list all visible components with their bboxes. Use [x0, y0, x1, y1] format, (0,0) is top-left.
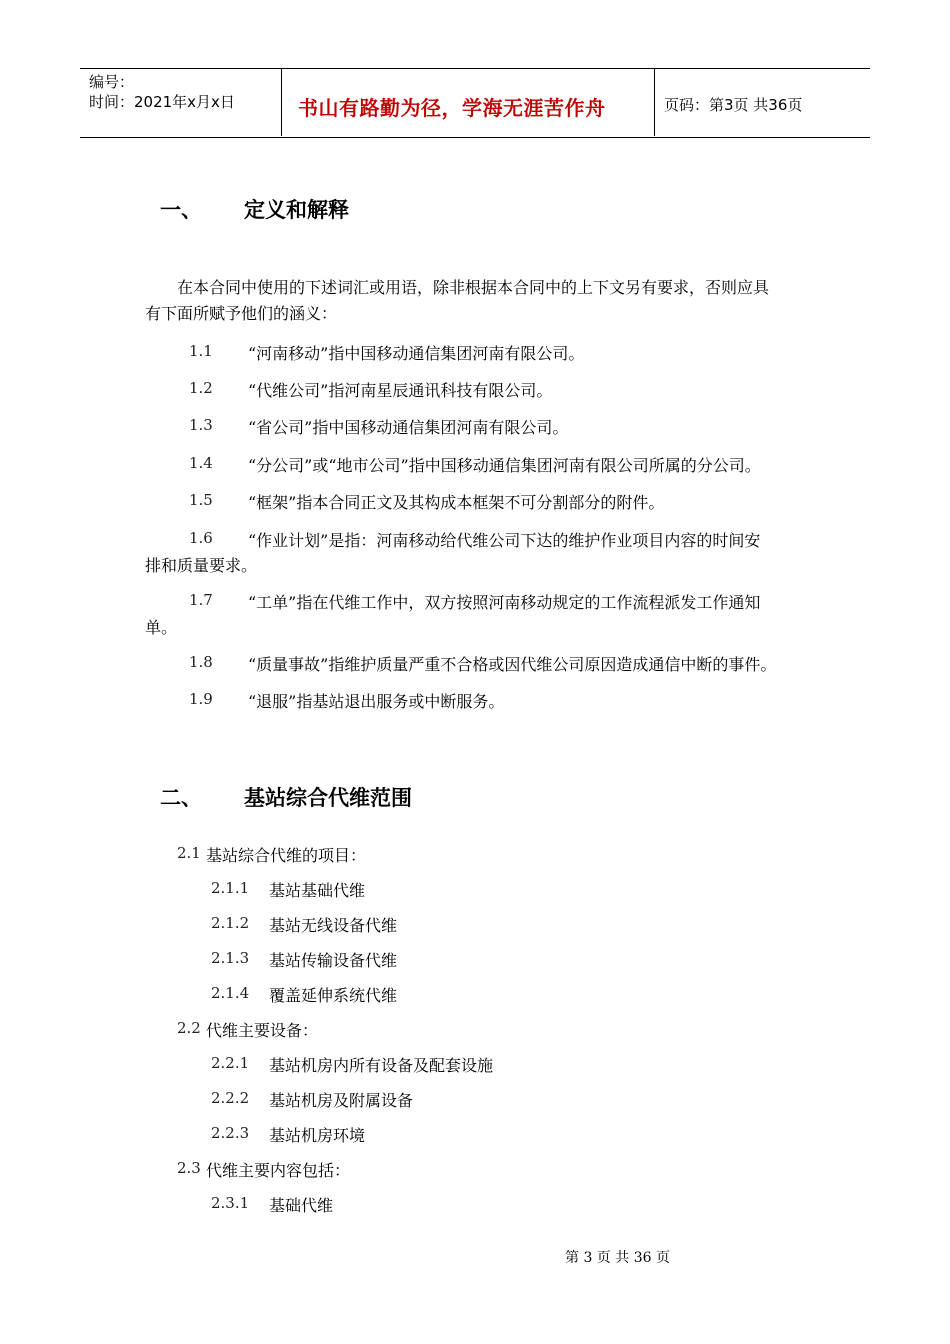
- header-divider: [281, 68, 282, 136]
- definition-text: “代维公司”指河南星辰通讯科技有限公司。: [248, 381, 553, 400]
- scope-number: 2.2.2: [211, 1089, 250, 1107]
- section-1-number: 一、: [160, 198, 202, 222]
- definition-number: 1.1: [189, 342, 213, 360]
- definition-text: “分公司”或“地市公司”指中国移动通信集团河南有限公司所属的分公司。: [248, 456, 761, 475]
- date-line: 时间：2021年x月x日: [89, 93, 235, 111]
- definition-number: 1.8: [189, 653, 213, 671]
- scope-number: 2.1.1: [211, 879, 250, 897]
- definition-number: 1.5: [189, 491, 213, 509]
- scope-number: 2.1.3: [211, 949, 250, 967]
- definition-text: “省公司”指中国移动通信集团河南有限公司。: [248, 418, 569, 437]
- scope-text: 基站机房及附属设备: [269, 1091, 414, 1110]
- serial-label: 编号：: [89, 73, 135, 91]
- scope-text: 基站机房内所有设备及配套设施: [269, 1056, 494, 1075]
- scope-text: 代维主要内容包括：: [206, 1161, 351, 1180]
- intro-line-1: 在本合同中使用的下述词汇或用语，除非根据本合同中的上下文另有要求，否则应具: [177, 278, 770, 297]
- definition-number: 1.9: [189, 690, 213, 708]
- definition-continuation: 排和质量要求。: [145, 556, 258, 575]
- section-1-title: 定义和解释: [244, 198, 349, 222]
- page-footer: 第 3 页 共 36 页: [565, 1250, 670, 1266]
- scope-text: 基础代维: [269, 1196, 334, 1215]
- scope-number: 2.1: [177, 844, 201, 862]
- scope-number: 2.2.1: [211, 1054, 250, 1072]
- scope-text: 基站无线设备代维: [269, 916, 398, 935]
- scope-number: 2.1.2: [211, 914, 250, 932]
- definition-number: 1.4: [189, 454, 213, 472]
- scope-text: 基站传输设备代维: [269, 951, 398, 970]
- scope-number: 2.3: [177, 1159, 201, 1177]
- definition-text: “作业计划”是指：河南移动给代维公司下达的维护作业项目内容的时间安: [248, 531, 761, 550]
- scope-number: 2.2: [177, 1019, 201, 1037]
- scope-text: 基站基础代维: [269, 881, 366, 900]
- definition-number: 1.6: [189, 529, 213, 547]
- definition-number: 1.2: [189, 379, 213, 397]
- scope-number: 2.2.3: [211, 1124, 250, 1142]
- scope-text: 基站综合代维的项目：: [206, 846, 367, 865]
- header-motto: 书山有路勤为径，学海无涯苦作舟: [298, 96, 606, 120]
- definition-text: “工单”指在代维工作中，双方按照河南移动规定的工作流程派发工作通知: [248, 593, 761, 612]
- scope-text: 覆盖延伸系统代维: [269, 986, 398, 1005]
- section-2-title: 基站综合代维范围: [244, 786, 412, 810]
- header-page-info: 页码：第3页 共36页: [664, 96, 803, 114]
- section-2-number: 二、: [160, 786, 202, 810]
- definition-text: “框架”指本合同正文及其构成本框架不可分割部分的附件。: [248, 493, 665, 512]
- definition-continuation: 单。: [145, 618, 178, 637]
- scope-text: 基站机房环境: [269, 1126, 366, 1145]
- definition-number: 1.7: [189, 591, 213, 609]
- scope-number: 2.1.4: [211, 984, 250, 1002]
- header-divider: [654, 68, 655, 136]
- definition-number: 1.3: [189, 416, 213, 434]
- definition-text: “河南移动”指中国移动通信集团河南有限公司。: [248, 344, 585, 363]
- scope-number: 2.3.1: [211, 1194, 250, 1212]
- definition-text: “退服”指基站退出服务或中断服务。: [248, 692, 505, 711]
- intro-line-2: 有下面所赋予他们的涵义：: [145, 304, 338, 323]
- definition-text: “质量事故”指维护质量严重不合格或因代维公司原因造成通信中断的事件。: [248, 655, 777, 674]
- scope-text: 代维主要设备：: [206, 1021, 319, 1040]
